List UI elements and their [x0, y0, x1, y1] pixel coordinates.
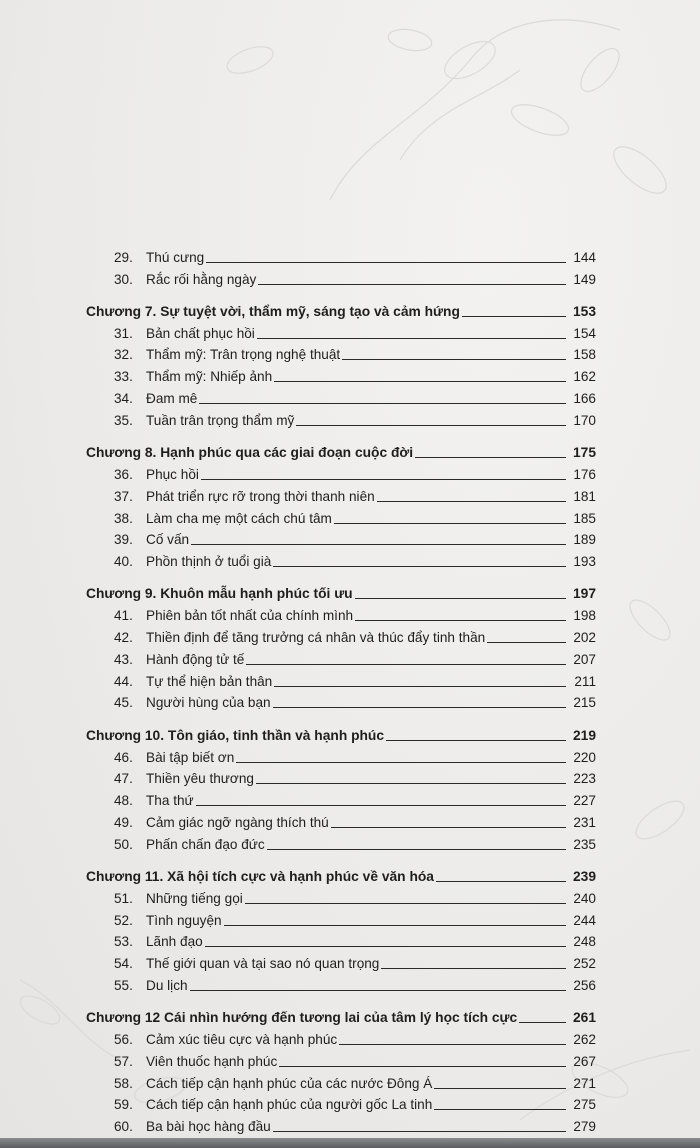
entry-page: 240	[573, 890, 596, 906]
entry-page: 231	[573, 814, 596, 830]
entry-number: 39.	[114, 532, 133, 548]
entry-title: Người hùng của bạn	[146, 695, 271, 711]
toc-entry[interactable]	[86, 527, 596, 549]
toc-chapter-12[interactable]	[86, 1005, 596, 1027]
entry-page: 211	[574, 673, 596, 689]
leader-line	[377, 501, 566, 502]
entry-number: 41.	[114, 608, 133, 624]
chapter-title: Chương 8. Hạnh phúc qua các giai đoạn cuộc đời	[86, 445, 414, 461]
leader-line	[274, 381, 566, 382]
entry-title: Cách tiếp cận hạnh phúc của người gốc La tinh	[146, 1097, 433, 1113]
toc-entry[interactable]	[86, 1070, 596, 1092]
entry-title: Cố vấn	[146, 532, 190, 548]
entry-title: Thẩm mỹ: Trân trọng nghệ thuật	[146, 347, 341, 363]
entry-title: Thiền định để tăng trưởng cá nhân và thúc đẩy tinh thần	[146, 630, 486, 646]
entry-number: 31.	[114, 325, 133, 341]
toc-entry[interactable]	[86, 505, 596, 527]
leader-line	[273, 566, 566, 567]
entry-number: 45.	[114, 695, 133, 711]
entry-page: 220	[573, 749, 596, 765]
entry-page: 256	[573, 978, 596, 993]
entry-number: 35.	[114, 412, 133, 428]
leader-line	[334, 523, 566, 524]
toc-entry[interactable]	[86, 385, 596, 407]
leader-line	[274, 686, 566, 687]
toc-chapter-10[interactable]	[86, 722, 596, 744]
entry-title: Làm cha mẹ một cách chú tâm	[146, 510, 332, 526]
entry-title: Rắc rối hằng ngày	[146, 271, 257, 287]
toc-chapter-7[interactable]	[86, 298, 596, 320]
entry-title: Thế giới quan và tại sao nó quan trọng	[146, 956, 380, 972]
leader-line	[273, 1131, 566, 1132]
toc-entry[interactable]	[86, 320, 596, 342]
entry-title: Ba bài học hàng đầu	[146, 1119, 271, 1135]
leader-line	[199, 403, 566, 404]
entry-page: 267	[573, 1053, 596, 1069]
entry-title: Thẩm mỹ: Nhiếp ảnh	[146, 369, 273, 385]
entry-number: 30.	[114, 271, 133, 287]
entry-title: Lãnh đạo	[146, 934, 203, 950]
toc-entry[interactable]	[86, 1026, 596, 1048]
entry-number: 48.	[114, 793, 133, 809]
leader-line	[201, 479, 566, 480]
chapter-title: Chương 11. Xã hội tích cực và hạnh phúc về văn hóa	[86, 869, 434, 885]
toc-entry[interactable]	[86, 602, 596, 624]
toc-entry[interactable]	[86, 690, 596, 712]
leader-line	[381, 968, 566, 969]
entry-page: 215	[573, 695, 596, 711]
entry-title: Phồn thịnh ở tuổi già	[146, 554, 272, 570]
entry-page: 170	[573, 412, 596, 428]
chapter-page: 239	[572, 869, 596, 885]
chapter-title: Chương 10. Tôn giáo, tinh thần và hạnh phúc	[86, 727, 385, 743]
toc-entry[interactable]	[86, 342, 596, 364]
entry-number: 29.	[114, 249, 133, 265]
entry-number: 58.	[114, 1075, 133, 1091]
entry-number: 60.	[114, 1119, 133, 1135]
toc-entry[interactable]	[86, 646, 596, 668]
entry-page: 181	[573, 488, 596, 504]
leader-line	[224, 925, 566, 926]
toc-entry[interactable]	[86, 929, 596, 951]
leader-line	[258, 284, 566, 285]
entry-number: 44.	[114, 673, 133, 689]
entry-page: 166	[573, 391, 596, 407]
leader-line	[236, 762, 566, 763]
entry-page: 144	[573, 249, 596, 265]
leader-line	[267, 849, 566, 850]
entry-page: 227	[573, 793, 596, 809]
leader-line	[256, 783, 566, 784]
entry-page: 176	[573, 466, 596, 482]
entry-title: Bản chất phục hồi	[146, 325, 255, 341]
entry-number: 34.	[114, 391, 133, 407]
leader-line	[205, 946, 566, 947]
entry-page: 252	[573, 956, 596, 972]
entry-number: 53.	[114, 934, 133, 950]
entry-title: Bài tập biết ơn	[146, 749, 235, 765]
entry-number: 56.	[114, 1032, 133, 1048]
entry-number: 59.	[114, 1097, 133, 1113]
entry-title: Hành động tử tế	[146, 651, 245, 667]
toc-entry[interactable]	[86, 809, 596, 831]
table-of-contents	[86, 244, 596, 1135]
entry-page: 154	[573, 325, 596, 341]
entry-page: 193	[573, 554, 596, 570]
entry-title: Thiền yêu thương	[146, 771, 254, 787]
leader-line	[342, 359, 566, 360]
leader-line	[191, 544, 566, 545]
entry-title: Phục hồi	[146, 466, 199, 482]
chapter-page: 175	[572, 445, 596, 461]
toc-entry[interactable]	[86, 907, 596, 929]
toc-entry[interactable]	[86, 624, 596, 646]
toc-chapter-9[interactable]	[86, 581, 596, 603]
chapter-title: Chương 9. Khuôn mẫu hạnh phúc tối ưu	[86, 586, 353, 602]
entry-title: Phiên bản tốt nhất của chính mình	[146, 608, 354, 624]
entry-page: 262	[573, 1032, 596, 1048]
entry-page: 162	[573, 369, 596, 385]
leader-line	[462, 316, 566, 317]
toc-entry[interactable]	[86, 244, 596, 266]
entry-page: 271	[573, 1075, 596, 1091]
entry-title: Cảm giác ngỡ ngàng thích thú	[146, 814, 329, 830]
leader-line	[296, 425, 566, 426]
toc-entry[interactable]	[86, 1048, 596, 1070]
chapter-page: 261	[572, 1010, 596, 1026]
leader-line	[273, 707, 566, 708]
entry-page: 275	[573, 1097, 596, 1113]
toc-entry[interactable]	[86, 266, 596, 288]
entry-title: Thú cưng	[146, 249, 205, 265]
entry-title: Cảm xúc tiêu cực và hạnh phúc	[146, 1032, 338, 1048]
toc-chapter-11[interactable]	[86, 863, 596, 885]
chapter-page: 197	[572, 586, 596, 602]
entry-title: Cách tiếp cận hạnh phúc của các nước Đông Á	[146, 1075, 433, 1091]
toc-entry[interactable]	[86, 950, 596, 972]
entry-page: 223	[573, 771, 596, 787]
leader-line	[279, 1066, 566, 1067]
leader-line	[331, 827, 566, 828]
entry-title: Những tiếng gọi	[146, 890, 243, 906]
toc-entry[interactable]	[86, 885, 596, 907]
entry-title: Đam mê	[146, 391, 198, 407]
entry-title: Viên thuốc hạnh phúc	[146, 1053, 278, 1069]
leader-line	[257, 338, 566, 339]
entry-number: 37.	[114, 488, 133, 504]
entry-page: 235	[573, 836, 596, 852]
leader-line	[206, 262, 566, 263]
entry-page: 279	[573, 1119, 596, 1135]
entry-number: 57.	[114, 1053, 133, 1069]
entry-title: Tuần trân trọng thẩm mỹ	[146, 412, 295, 428]
chapter-page: 219	[572, 727, 596, 743]
toc-entry[interactable]	[86, 744, 596, 766]
leader-line	[415, 457, 566, 458]
entry-page: 189	[573, 532, 596, 548]
leader-line	[434, 1088, 566, 1089]
entry-number: 49.	[114, 814, 133, 830]
entry-page: 198	[573, 608, 596, 624]
chapter-page: 153	[572, 303, 596, 319]
toc-entry[interactable]	[86, 972, 596, 994]
entry-page: 202	[573, 630, 596, 646]
toc-entry[interactable]	[86, 407, 596, 429]
entry-title: Du lịch	[146, 978, 188, 993]
entry-page: 248	[573, 934, 596, 950]
toc-entry[interactable]	[86, 668, 596, 690]
entry-number: 51.	[114, 890, 133, 906]
chapter-title: Chương 12 Cái nhìn hướng đến tương lai của tâm lý học tích cực	[86, 1010, 518, 1026]
leader-line	[487, 642, 566, 643]
entry-page: 185	[573, 510, 596, 526]
entry-number: 54.	[114, 956, 133, 972]
entry-page: 244	[573, 912, 596, 928]
toc-entry[interactable]	[86, 363, 596, 385]
leader-line	[434, 1109, 566, 1110]
toc-entry[interactable]	[86, 1092, 596, 1114]
entry-page: 149	[573, 271, 596, 287]
entry-number: 46.	[114, 749, 133, 765]
leader-line	[355, 620, 566, 621]
entry-title: Tha thứ	[146, 793, 194, 809]
leader-line	[190, 990, 566, 991]
leader-line	[355, 598, 566, 599]
toc-entry[interactable]	[86, 548, 596, 570]
chapter-title: Chương 7. Sự tuyệt vời, thẩm mỹ, sáng tạo và cảm hứng	[86, 303, 460, 319]
entry-title: Tình nguyện	[146, 912, 222, 928]
entry-number: 42.	[114, 630, 133, 646]
toc-entry[interactable]	[86, 1113, 596, 1135]
toc-entry[interactable]	[86, 461, 596, 483]
leader-line	[436, 881, 566, 882]
toc-entry[interactable]	[86, 831, 596, 853]
entry-number: 40.	[114, 554, 133, 570]
entry-page: 207	[573, 651, 596, 667]
toc-chapter-8[interactable]	[86, 439, 596, 461]
entry-number: 55.	[114, 978, 133, 993]
toc-entry[interactable]	[86, 483, 596, 505]
entry-title: Phát triển rực rỡ trong thời thanh niên	[146, 488, 375, 504]
leader-line	[196, 805, 566, 806]
leader-line	[519, 1022, 566, 1023]
entry-number: 52.	[114, 912, 133, 928]
leader-line	[386, 740, 566, 741]
entry-number: 50.	[114, 836, 133, 852]
leader-line	[246, 664, 566, 665]
entry-number: 38.	[114, 510, 133, 526]
entry-number: 33.	[114, 369, 133, 385]
entry-title: Phấn chấn đạo đức	[146, 836, 265, 852]
entry-title: Tự thể hiện bản thân	[146, 673, 273, 689]
entry-number: 43.	[114, 651, 133, 667]
leader-line	[245, 903, 566, 904]
entry-page: 158	[573, 347, 596, 363]
page-bottom-edge	[0, 1138, 700, 1148]
entry-number: 36.	[114, 466, 133, 482]
leader-line	[339, 1044, 566, 1045]
entry-number: 47.	[114, 771, 133, 787]
toc-entry[interactable]	[86, 787, 596, 809]
entry-number: 32.	[114, 347, 133, 363]
toc-entry[interactable]	[86, 766, 596, 788]
